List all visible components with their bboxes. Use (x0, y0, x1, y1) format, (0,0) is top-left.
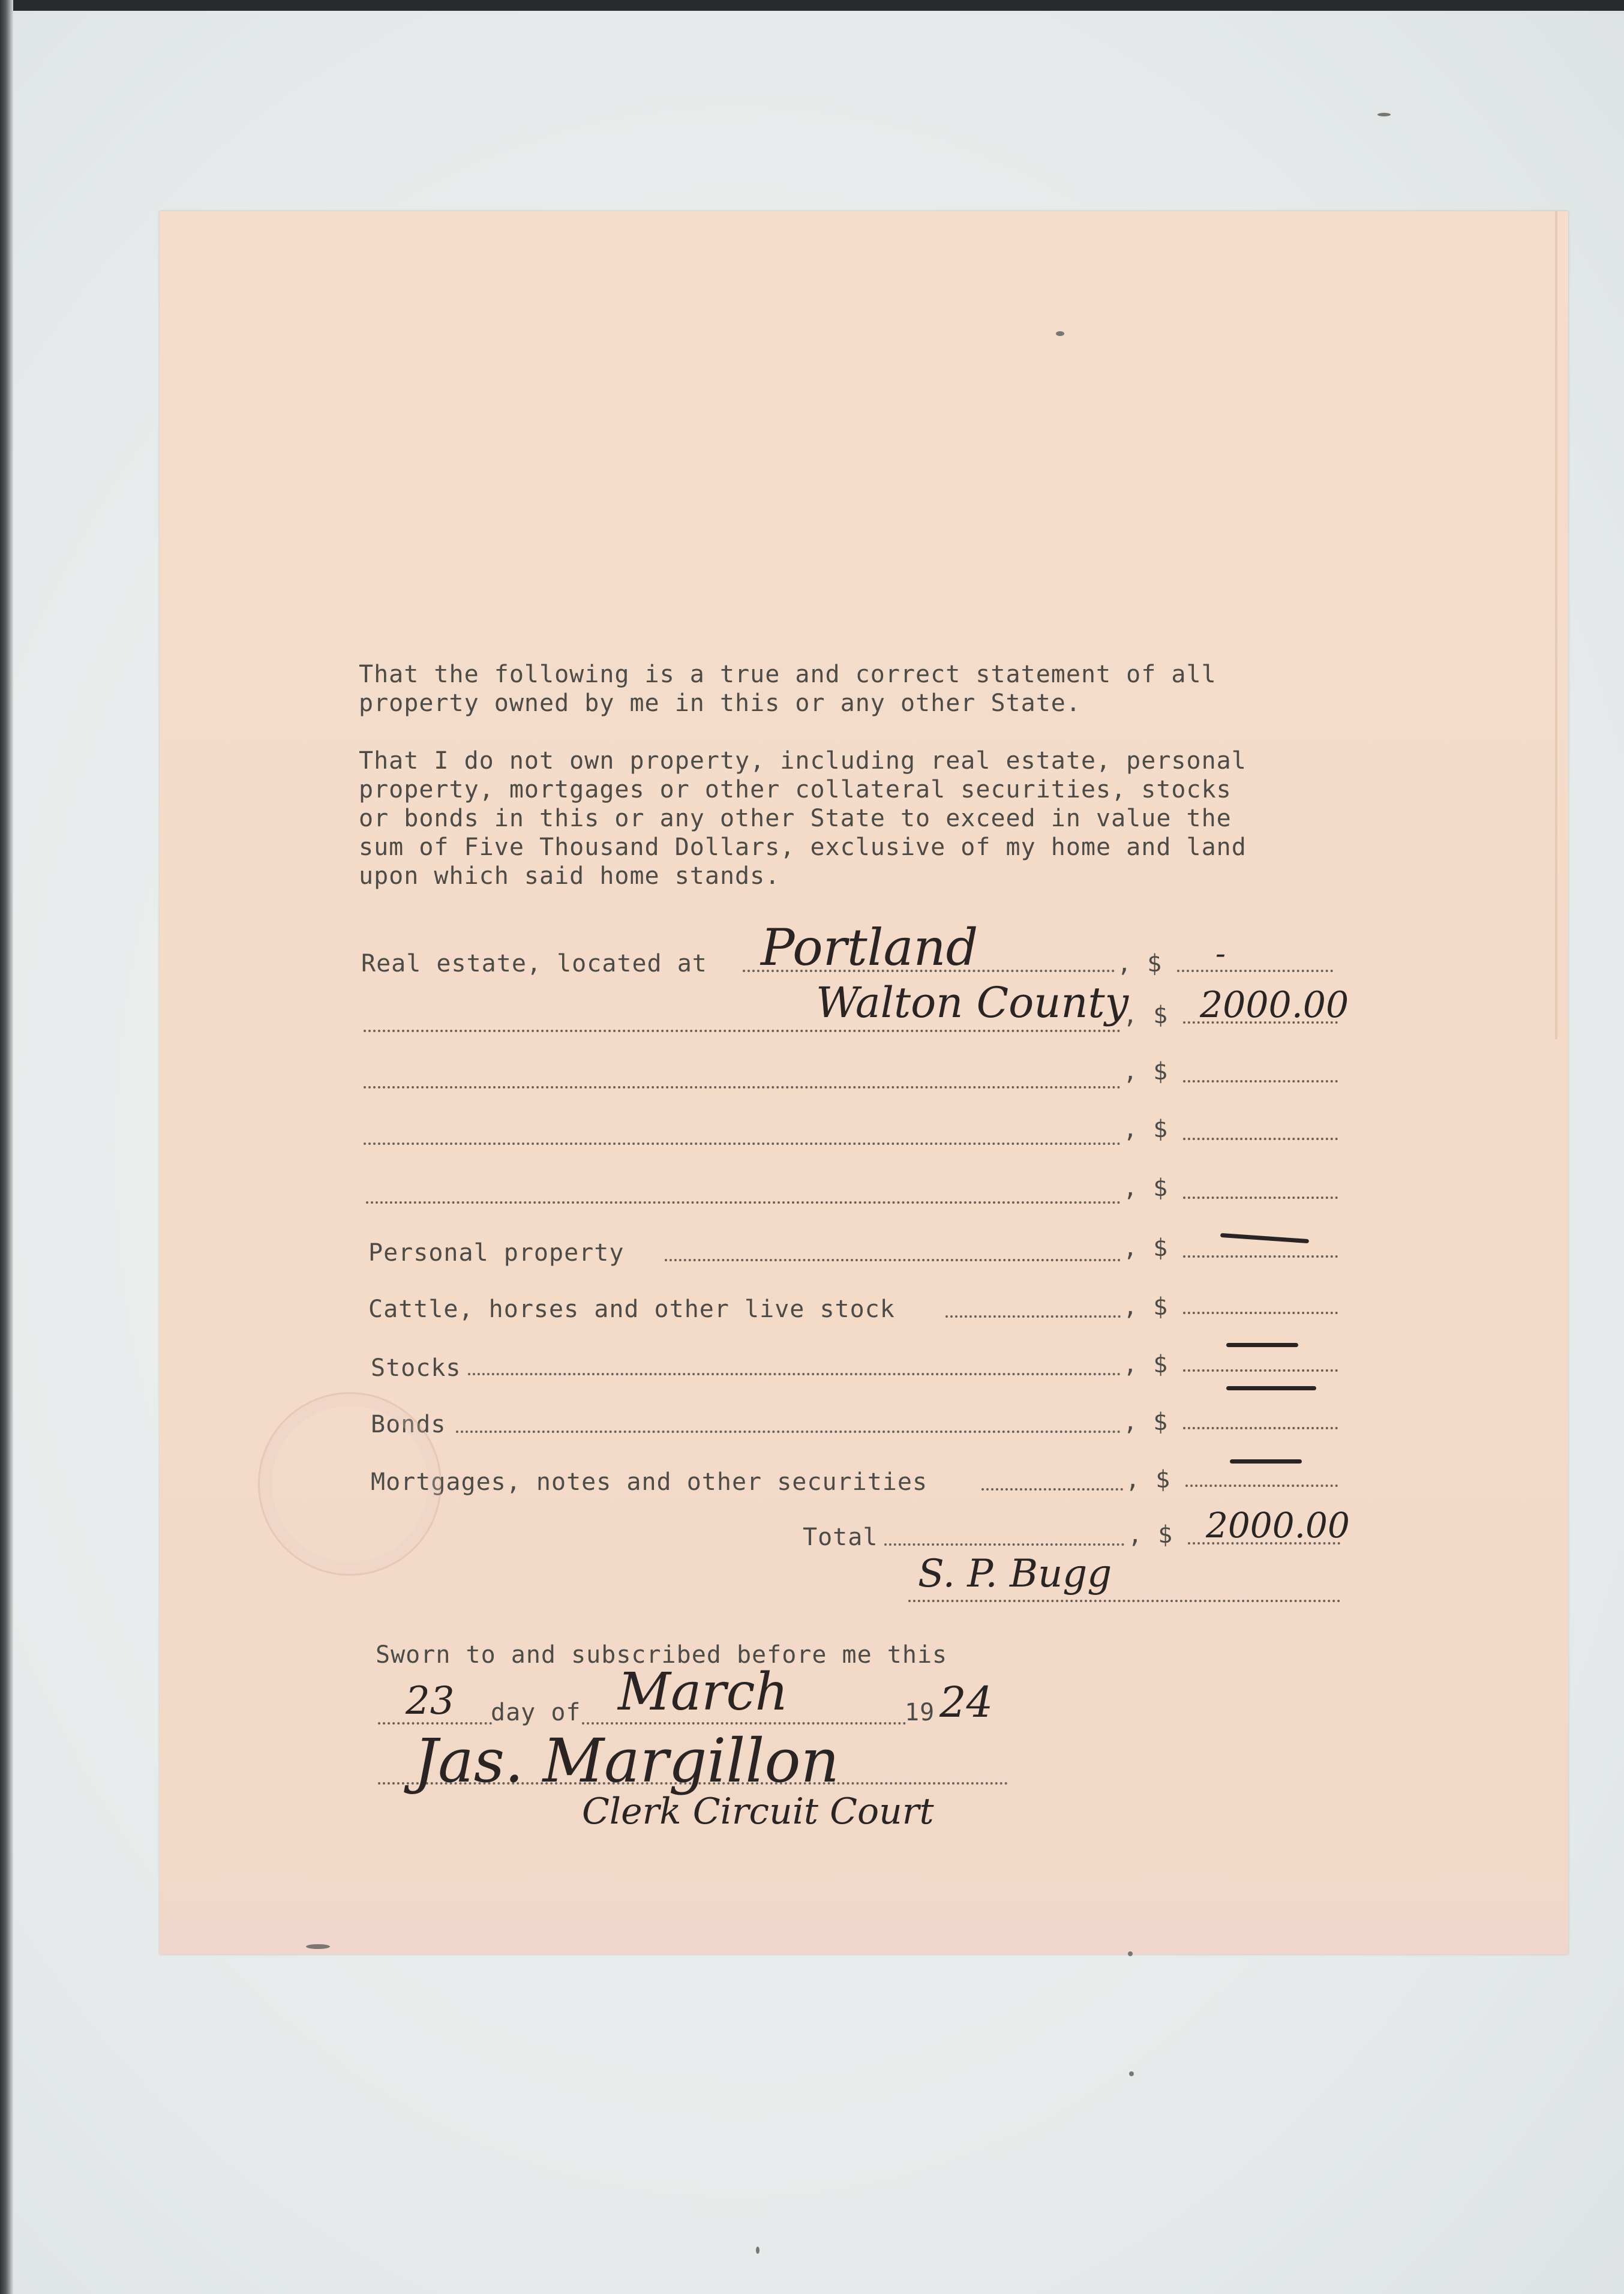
row-dollar-sign: , $ (1123, 1408, 1169, 1436)
row-label-stocks: Stocks (371, 1354, 461, 1382)
scan-speck (1129, 2071, 1134, 2076)
intro-line-2: property owned by me in this or any other State. (359, 689, 1081, 717)
scan-speck (1128, 1951, 1133, 1956)
value-dots (1183, 1080, 1338, 1082)
scan-top-edge (0, 0, 1624, 11)
year-suffix: 24 (939, 1678, 993, 1727)
embossed-seal (258, 1392, 442, 1576)
row-dots (945, 1315, 1121, 1318)
nil-dash (1226, 1343, 1298, 1347)
day-of-text: day of (491, 1699, 581, 1726)
row-dots (364, 1086, 1121, 1088)
scan-speck (306, 1944, 330, 1949)
intro-line-1: That the following is a true and correct statement of all (359, 661, 1217, 688)
row-dollar-sign: , $ (1123, 1351, 1169, 1378)
row-dollar-sign: , $ (1123, 1293, 1169, 1321)
row-dollar-sign: , $ (1123, 1115, 1169, 1143)
declaration-line-1: That I do not own property, including real estate, personal (359, 747, 1247, 775)
row-dollar-sign: , $ (1117, 950, 1163, 977)
sworn-month: March (618, 1662, 788, 1722)
declaration-line-5: upon which said home stands. (359, 862, 781, 890)
scan-speck (756, 2247, 760, 2254)
row-dollar-sign: , $ (1123, 1058, 1169, 1085)
row-dollar-sign: , $ (1123, 1174, 1169, 1202)
declaration-line-4: sum of Five Thousand Dollars, exclusive of my home and land (359, 833, 1247, 861)
handwritten-location-walton-county: Walton County (816, 978, 1129, 1027)
row-dots (364, 1142, 1121, 1145)
value-dots (1177, 970, 1333, 972)
paper-fold (1555, 211, 1557, 1039)
value-dots (1185, 1485, 1338, 1487)
row-label-mortgages: Mortgages, notes and other securities (371, 1468, 928, 1496)
row-dots (665, 1259, 1121, 1261)
value-dots (1183, 1369, 1338, 1372)
value-dots (1183, 1255, 1338, 1258)
scan-left-edge (0, 0, 13, 2294)
row-dots (468, 1373, 1121, 1375)
total-label: Total (803, 1524, 878, 1551)
nil-dash (1230, 1459, 1302, 1464)
row-dollar-sign: , $ (1125, 1466, 1171, 1494)
total-dots (884, 1543, 1124, 1546)
sworn-text: Sworn to and subscribed before me this (376, 1641, 948, 1669)
declaration-line-3: or bonds in this or any other State to exceed in value the (359, 805, 1232, 832)
row-dots (456, 1431, 1121, 1433)
row-label-personal-property: Personal property (368, 1239, 625, 1267)
handwritten-location-portland: Portland (761, 918, 978, 977)
total-value: 2000.00 (1206, 1505, 1350, 1546)
row-dots (981, 1488, 1123, 1491)
row-dollar-sign: , $ (1123, 1234, 1169, 1262)
signature-line (908, 1600, 1340, 1602)
clerk-signature: Jas. Margillon (414, 1726, 839, 1796)
row-label-livestock: Cattle, horses and other live stock (368, 1296, 895, 1323)
sworn-day: 23 (406, 1679, 455, 1723)
value-dots (1183, 1197, 1338, 1199)
affiant-signature: S. P. Bugg (918, 1552, 1112, 1596)
document-page (160, 211, 1568, 1954)
scan-speck (1377, 113, 1391, 116)
row-dots (364, 1030, 1121, 1032)
nil-dash (1226, 1386, 1316, 1390)
clerk-title: Clerk Circuit Court (582, 1791, 934, 1833)
total-dollar-sign: , $ (1128, 1521, 1173, 1549)
value-dots (1183, 1427, 1338, 1429)
row-dollar-sign: , $ (1123, 1001, 1169, 1029)
row-value-walton-county: 2000.00 (1200, 984, 1349, 1026)
ink-speck (1056, 331, 1064, 336)
value-dots (1183, 1312, 1338, 1314)
row-value-real-estate: - (1215, 936, 1226, 971)
year-prefix: 19 (905, 1699, 935, 1726)
row-dots (366, 1201, 1121, 1204)
declaration-line-2: property, mortgages or other collateral securities, stocks (359, 776, 1232, 803)
row-label-real-estate: Real estate, located at (361, 950, 707, 977)
row-label-bonds: Bonds (371, 1411, 446, 1438)
value-dots (1183, 1138, 1338, 1140)
month-line (582, 1722, 906, 1725)
